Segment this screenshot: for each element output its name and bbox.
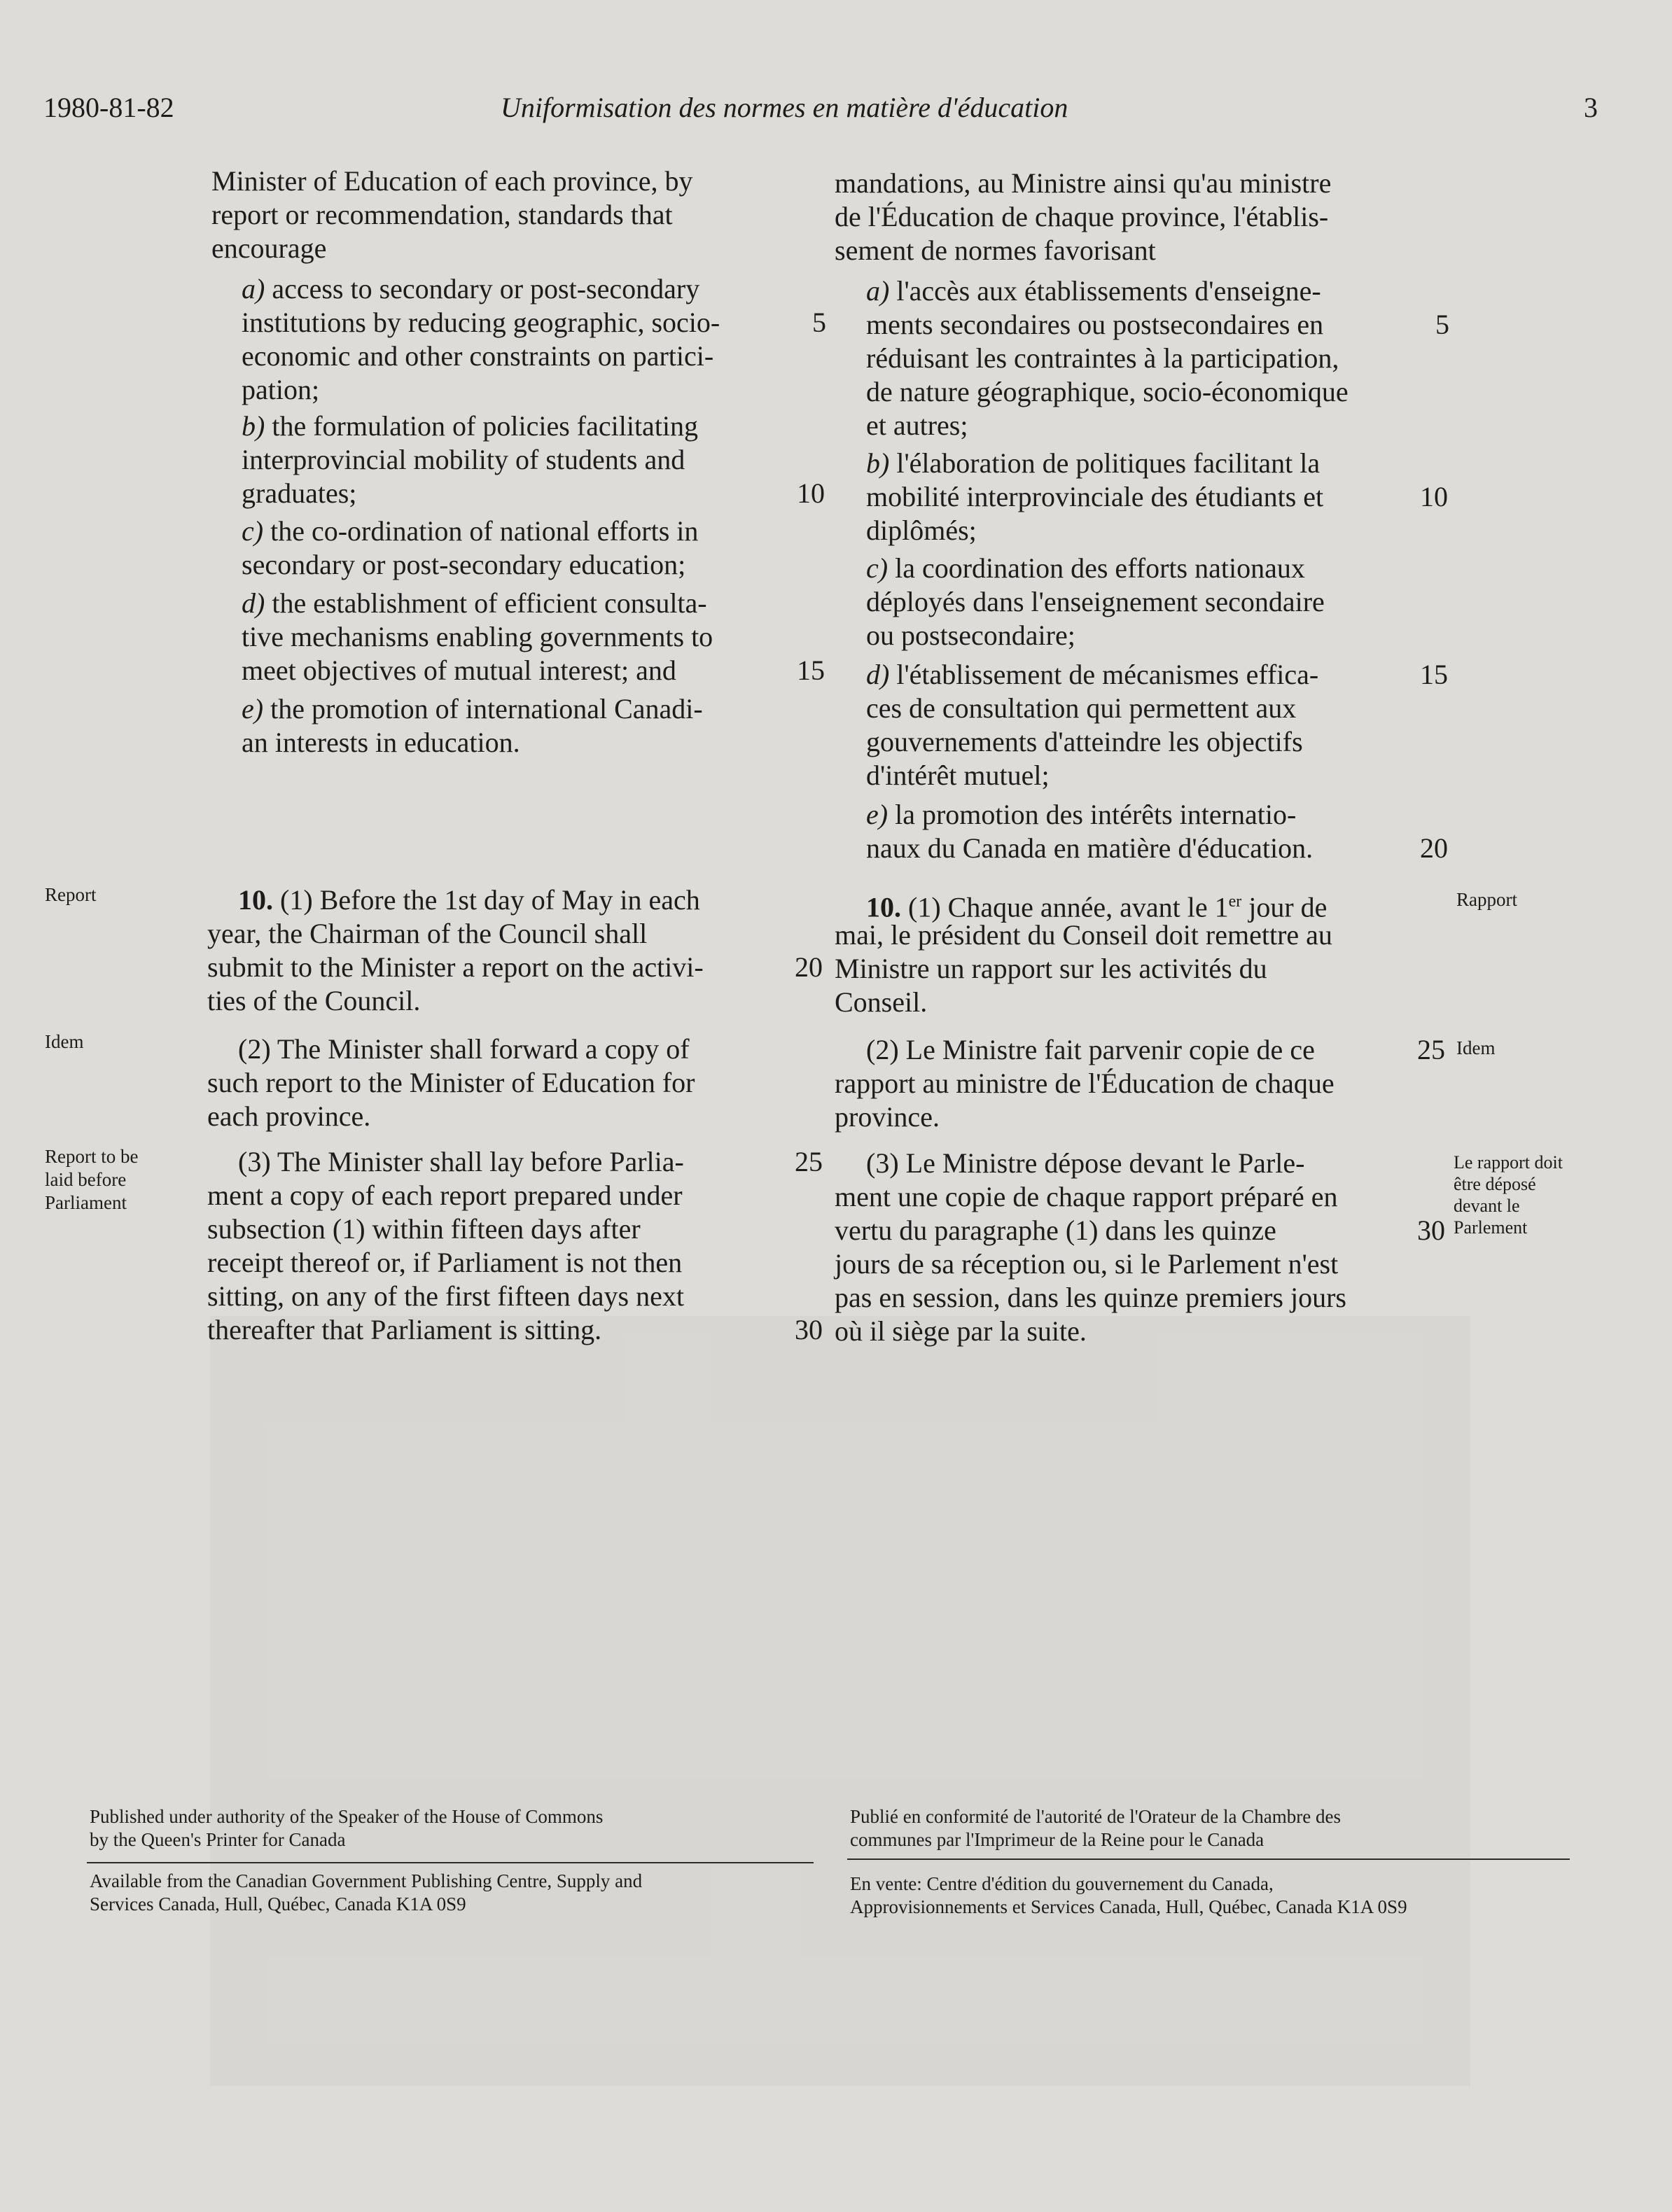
margin-note-line: Parlement bbox=[1454, 1217, 1528, 1238]
footer-line: En vente: Centre d'édition du gouvernement du Canada, bbox=[850, 1873, 1274, 1894]
en-item-line: an interests in education. bbox=[242, 727, 520, 758]
superscript: er bbox=[1228, 892, 1242, 911]
item-text: l'accès aux établissements d'enseigne- bbox=[896, 275, 1321, 307]
section-number: 10. bbox=[238, 884, 273, 916]
margin-note-idem: Idem bbox=[1456, 1037, 1496, 1058]
line-number: 25 bbox=[795, 1146, 823, 1177]
en-item-line: secondary or post-secondary education; bbox=[242, 549, 686, 580]
item-letter: b) bbox=[866, 447, 890, 479]
fr-item-line: naux du Canada en matière d'éducation. bbox=[866, 832, 1314, 864]
header-title: Uniformisation des normes en matière d'éducation bbox=[501, 92, 1068, 123]
en-item-line: pation; bbox=[242, 374, 320, 405]
en-section-10-1 bbox=[238, 883, 700, 917]
section-text: (1) Chaque année, avant le 1 bbox=[908, 891, 1229, 923]
en-intro-line: Minister of Education of each province, by bbox=[211, 165, 693, 197]
section-text: jour de bbox=[1241, 891, 1328, 923]
fr-item-line: ments secondaires ou postsecondaires en bbox=[866, 309, 1324, 340]
line-number: 20 bbox=[1420, 832, 1448, 864]
margin-note-report: Report bbox=[45, 884, 97, 905]
margin-note-line: laid before bbox=[45, 1169, 127, 1190]
en-item-c bbox=[242, 514, 698, 548]
item-text: the promotion of international Canadi- bbox=[270, 693, 703, 724]
fr-item-d bbox=[866, 658, 1318, 692]
item-letter: a) bbox=[242, 273, 265, 304]
item-text: the establishment of efficient consulta- bbox=[272, 587, 707, 619]
header-page-number: 3 bbox=[1584, 92, 1598, 123]
margin-note-rapport: Rapport bbox=[1456, 889, 1517, 910]
footer-divider bbox=[87, 1862, 814, 1863]
fr-section-10-2: (2) Le Ministre fait parvenir copie de ce bbox=[866, 1034, 1315, 1065]
en-item-a bbox=[242, 272, 699, 306]
fr-item-line: ces de consultation qui permettent aux bbox=[866, 692, 1297, 724]
en-section-line: thereafter that Parliament is sitting. bbox=[207, 1314, 602, 1345]
footer-line: Publié en conformité de l'autorité de l'Orateur de la Chambre des bbox=[850, 1806, 1341, 1827]
footer-publisher-en bbox=[90, 1805, 603, 1851]
fr-intro-line: mandations, au Ministre ainsi qu'au ministre bbox=[835, 167, 1332, 199]
footer-availability-fr bbox=[850, 1872, 1407, 1919]
line-number: 10 bbox=[797, 477, 825, 509]
margin-note-line: devant le bbox=[1454, 1196, 1520, 1216]
section-number: 10. bbox=[866, 891, 901, 923]
en-item-line: economic and other constraints on partici- bbox=[242, 340, 714, 372]
margin-note-line: Parliament bbox=[45, 1192, 127, 1213]
margin-note-laid-before-parliament bbox=[45, 1145, 138, 1214]
fr-item-c bbox=[866, 552, 1305, 585]
line-number: 30 bbox=[1417, 1214, 1445, 1246]
fr-section-line: pas en session, dans les quinze premiers jours bbox=[835, 1282, 1346, 1313]
fr-item-line: gouvernements d'atteindre les objectifs bbox=[866, 726, 1303, 757]
item-letter: d) bbox=[866, 659, 890, 690]
item-text: the formulation of policies facilitating bbox=[272, 410, 699, 442]
section-text: (1) Before the 1st day of May in each bbox=[280, 884, 700, 916]
fr-item-line: ou postsecondaire; bbox=[866, 620, 1075, 651]
fr-item-a bbox=[866, 274, 1321, 308]
en-item-line: meet objectives of mutual interest; and bbox=[242, 654, 676, 686]
fr-item-line: diplômés; bbox=[866, 514, 977, 546]
fr-intro-line: sement de normes favorisant bbox=[835, 234, 1156, 266]
fr-item-line: d'intérêt mutuel; bbox=[866, 760, 1050, 791]
margin-note-line: être déposé bbox=[1454, 1174, 1536, 1194]
fr-item-line: déployés dans l'enseignement secondaire bbox=[866, 586, 1325, 617]
item-letter: b) bbox=[242, 410, 265, 442]
fr-section-line: province. bbox=[835, 1101, 940, 1133]
item-letter: a) bbox=[866, 275, 890, 307]
en-section-line: ment a copy of each report prepared under bbox=[207, 1180, 683, 1211]
footer-line: communes par l'Imprimeur de la Reine pour le Canada bbox=[850, 1829, 1265, 1850]
en-intro-line: report or recommendation, standards that bbox=[211, 199, 673, 230]
fr-section-line: vertu du paragraphe (1) dans les quinze bbox=[835, 1214, 1276, 1246]
item-text: l'élaboration de politiques facilitant la bbox=[896, 447, 1321, 479]
item-text: access to secondary or post-secondary bbox=[272, 273, 700, 304]
footer-divider bbox=[847, 1858, 1570, 1860]
fr-section-line: où il siège par la suite. bbox=[835, 1315, 1087, 1347]
en-item-line: graduates; bbox=[242, 477, 357, 509]
line-number: 10 bbox=[1420, 481, 1448, 512]
fr-item-line: mobilité interprovinciale des étudiants et bbox=[866, 481, 1324, 512]
item-text: the co-ordination of national efforts in bbox=[270, 515, 699, 547]
fr-item-line: et autres; bbox=[866, 410, 968, 441]
footer-line: Services Canada, Hull, Québec, Canada K1A 0S9 bbox=[90, 1893, 466, 1914]
fr-item-e bbox=[866, 798, 1296, 832]
fr-section-line: rapport au ministre de l'Éducation de chaque bbox=[835, 1068, 1335, 1099]
item-letter: e) bbox=[866, 799, 889, 830]
margin-note-line: Report to be bbox=[45, 1146, 139, 1167]
en-item-d bbox=[242, 587, 707, 620]
fr-section-line: jours de sa réception ou, si le Parlement n'est bbox=[835, 1248, 1339, 1280]
fr-item-line: réduisant les contraintes à la participation, bbox=[866, 342, 1339, 374]
item-text: la promotion des intérêts internatio- bbox=[895, 799, 1297, 830]
en-item-line: interprovincial mobility of students and bbox=[242, 444, 685, 475]
header-year: 1980-81-82 bbox=[43, 92, 174, 123]
fr-section-line: Conseil. bbox=[835, 986, 928, 1018]
line-number: 15 bbox=[1420, 659, 1448, 690]
fr-intro-line: de l'Éducation de chaque province, l'établis- bbox=[835, 201, 1329, 232]
margin-note-rapport-depose bbox=[1454, 1152, 1563, 1238]
en-item-line: tive mechanisms enabling governments to bbox=[242, 621, 713, 652]
bleed-through-shadow bbox=[210, 1316, 1470, 2086]
footer-line: by the Queen's Printer for Canada bbox=[90, 1829, 346, 1850]
footer-line: Approvisionnements et Services Canada, Hull, Québec, Canada K1A 0S9 bbox=[850, 1896, 1407, 1917]
fr-section-line: mai, le président du Conseil doit remettre au bbox=[835, 919, 1332, 951]
footer-publisher-fr bbox=[850, 1805, 1341, 1851]
line-number: 5 bbox=[1435, 309, 1449, 340]
en-section-line: each province. bbox=[207, 1100, 371, 1132]
en-section-line: sitting, on any of the first fifteen days next bbox=[207, 1280, 684, 1312]
margin-note-idem: Idem bbox=[45, 1031, 84, 1052]
en-section-10-2: (2) The Minister shall forward a copy of bbox=[238, 1033, 690, 1065]
fr-item-line: de nature géographique, socio-économique bbox=[866, 376, 1349, 407]
en-item-line: institutions by reducing geographic, socio- bbox=[242, 307, 720, 338]
fr-section-line: Ministre un rapport sur les activités du bbox=[835, 953, 1267, 984]
en-section-line: ties of the Council. bbox=[207, 985, 421, 1016]
line-number: 5 bbox=[812, 307, 826, 338]
item-text: l'établissement de mécanismes effica- bbox=[896, 659, 1319, 690]
en-section-line: such report to the Minister of Education for bbox=[207, 1067, 695, 1098]
item-letter: c) bbox=[866, 552, 889, 584]
fr-section-10-3: (3) Le Ministre dépose devant le Parle- bbox=[866, 1147, 1305, 1179]
line-number: 25 bbox=[1417, 1034, 1445, 1065]
fr-item-b bbox=[866, 447, 1320, 480]
line-number: 20 bbox=[795, 951, 823, 983]
en-item-b bbox=[242, 410, 698, 443]
en-section-line: receipt thereof or, if Parliament is not then bbox=[207, 1247, 683, 1278]
footer-line: Published under authority of the Speaker of the House of Commons bbox=[90, 1806, 604, 1827]
fr-section-line: ment une copie de chaque rapport préparé en bbox=[835, 1181, 1338, 1212]
margin-note-line: Le rapport doit bbox=[1454, 1152, 1563, 1172]
line-number: 30 bbox=[795, 1314, 823, 1345]
en-section-line: submit to the Minister a report on the activi- bbox=[207, 951, 704, 983]
en-section-line: subsection (1) within fifteen days after bbox=[207, 1213, 641, 1245]
en-item-e bbox=[242, 692, 703, 726]
en-section-line: year, the Chairman of the Council shall bbox=[207, 918, 648, 949]
item-text: la coordination des efforts nationaux bbox=[895, 552, 1305, 584]
footer-line: Available from the Canadian Government Publishing Centre, Supply and bbox=[90, 1870, 643, 1891]
item-letter: d) bbox=[242, 587, 265, 619]
item-letter: c) bbox=[242, 515, 264, 547]
en-intro-line: encourage bbox=[211, 232, 327, 264]
line-number: 15 bbox=[797, 654, 825, 686]
item-letter: e) bbox=[242, 693, 264, 724]
footer-availability-en bbox=[90, 1870, 642, 1916]
en-section-10-3: (3) The Minister shall lay before Parlia- bbox=[238, 1146, 684, 1177]
